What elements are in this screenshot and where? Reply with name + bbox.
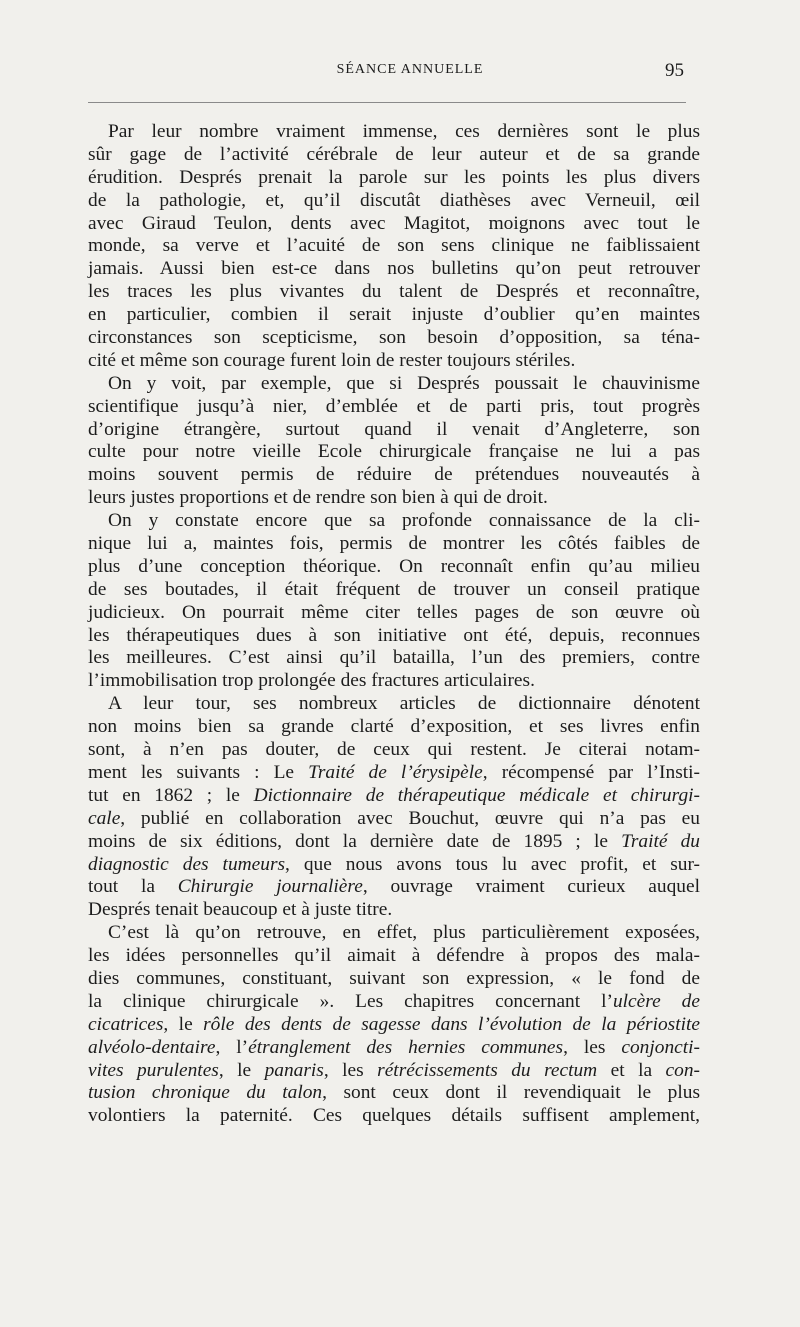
text-line: cicatrices, le rôle des dents de sagesse dans l’évolution de la périostite xyxy=(88,1013,700,1035)
text-line: les meilleures. C’est ainsi qu’il batailla, l’un des premiers, contre xyxy=(88,647,700,669)
page-number: 95 xyxy=(665,60,684,81)
text-line: jamais. Aussi bien est-ce dans nos bulletins qu’on peut retrouver xyxy=(88,258,700,280)
text-line: tout la Chirurgie journalière, ouvrage vraiment curieux auquel xyxy=(88,876,700,898)
text-line: la clinique chirurgicale ». Les chapitres concernant l’ulcère de xyxy=(88,990,700,1012)
text-line: de ses boutades, il était fréquent de trouver un conseil pratique xyxy=(88,578,700,600)
text-line: C’est là qu’on retrouve, en effet, plus particulièrement exposées, xyxy=(108,922,700,944)
text-line: diagnostic des tumeurs, que nous avons tous lu avec profit, et sur- xyxy=(88,853,700,875)
text-line: tut en 1862 ; le Dictionnaire de thérapeutique médicale et chirurgi- xyxy=(88,784,700,806)
text-line: monde, sa verve et l’acuité de son sens clinique ne faiblissaient xyxy=(88,235,700,257)
text-line: moins de six éditions, dont la dernière date de 1895 ; le Traité du xyxy=(88,830,701,852)
text-line: de la pathologie, et, qu’il discutât diathèses avec Verneuil, œil xyxy=(88,189,700,211)
text-line: circonstances son scepticisme, son besoin d’opposition, sa téna- xyxy=(88,327,700,349)
text-line: vites purulentes, le panaris, les rétrécissements du rectum et la con- xyxy=(88,1059,701,1081)
text-line: sont, à n’en pas douter, de ceux qui restent. Je citerai notam- xyxy=(88,739,700,761)
text-line: les idées personnelles qu’il aimait à défendre à propos des mala- xyxy=(88,945,700,967)
text-line: alvéolo-dentaire, l’étranglement des hernies communes, les conjoncti- xyxy=(88,1036,700,1058)
text-line: A leur tour, ses nombreux articles de dictionnaire dénotent xyxy=(108,693,700,715)
text-line: l’immobilisation trop prolongée des fractures articulaires. xyxy=(88,670,535,692)
text-line: sûr gage de l’activité cérébrale de leur auteur et de sa grande xyxy=(88,143,700,165)
text-line: scientifique jusqu’à nier, d’emblée et de parti pris, tout progrès xyxy=(88,395,700,417)
text-line: érudition. Després prenait la parole sur les points les plus divers xyxy=(88,166,700,188)
text-line: ment les suivants : Le Traité de l’érysipèle, récompensé par l’Insti- xyxy=(88,761,700,783)
text-line: dies communes, constituant, suivant son expression, « le fond de xyxy=(88,967,700,989)
text-line: tusion chronique du talon, sont ceux dont il revendiquait le plus xyxy=(88,1082,700,1104)
text-line: les thérapeutiques dues à son initiative ont été, depuis, reconnues xyxy=(88,624,700,646)
body-text xyxy=(88,121,700,1128)
text-line: en particulier, combien il serait injuste d’oublier qu’en maintes xyxy=(88,304,700,326)
text-line: les traces les plus vivantes du talent de Després et reconnaître, xyxy=(88,281,700,303)
text-line: plus d’une conception théorique. On reconnaît enfin qu’au milieu xyxy=(88,555,700,577)
text-line: Par leur nombre vraiment immense, ces dernières sont le plus xyxy=(108,121,700,142)
text-line: Després tenait beaucoup et à juste titre. xyxy=(88,899,393,921)
text-line: cale, publié en collaboration avec Bouchut, œuvre qui n’a pas eu xyxy=(88,807,700,829)
text-line: d’origine étrangère, surtout quand il venait d’Angleterre, son xyxy=(88,418,700,440)
text-line: culte pour notre vieille Ecole chirurgicale française ne lui a pas xyxy=(88,441,700,463)
text-line: judicieux. On pourrait même citer telles pages de son œuvre où xyxy=(88,601,700,623)
header-rule xyxy=(88,102,686,103)
text-line: On y constate encore que sa profonde connaissance de la cli- xyxy=(108,510,700,532)
text-line: On y voit, par exemple, que si Després poussait le chauvinisme xyxy=(108,372,700,394)
text-line: non moins bien sa grande clarté d’exposition, et ses livres enfin xyxy=(88,716,700,738)
text-line: nique lui a, maintes fois, permis de montrer les côtés faibles de xyxy=(88,533,700,555)
text-line: avec Giraud Teulon, dents avec Magitot, moignons avec tout le xyxy=(88,212,700,234)
text-line: cité et même son courage furent loin de rester toujours stériles. xyxy=(88,349,576,371)
text-line: volontiers la paternité. Ces quelques détails suffisent amplement, xyxy=(88,1105,700,1127)
text-line: moins souvent permis de réduire de prétendues nouveautés à xyxy=(88,464,700,486)
running-head xyxy=(88,62,686,90)
text-line: leurs justes proportions et de rendre son bien à qui de droit. xyxy=(88,487,548,509)
running-head-title: SÉANCE ANNUELLE xyxy=(336,62,484,77)
